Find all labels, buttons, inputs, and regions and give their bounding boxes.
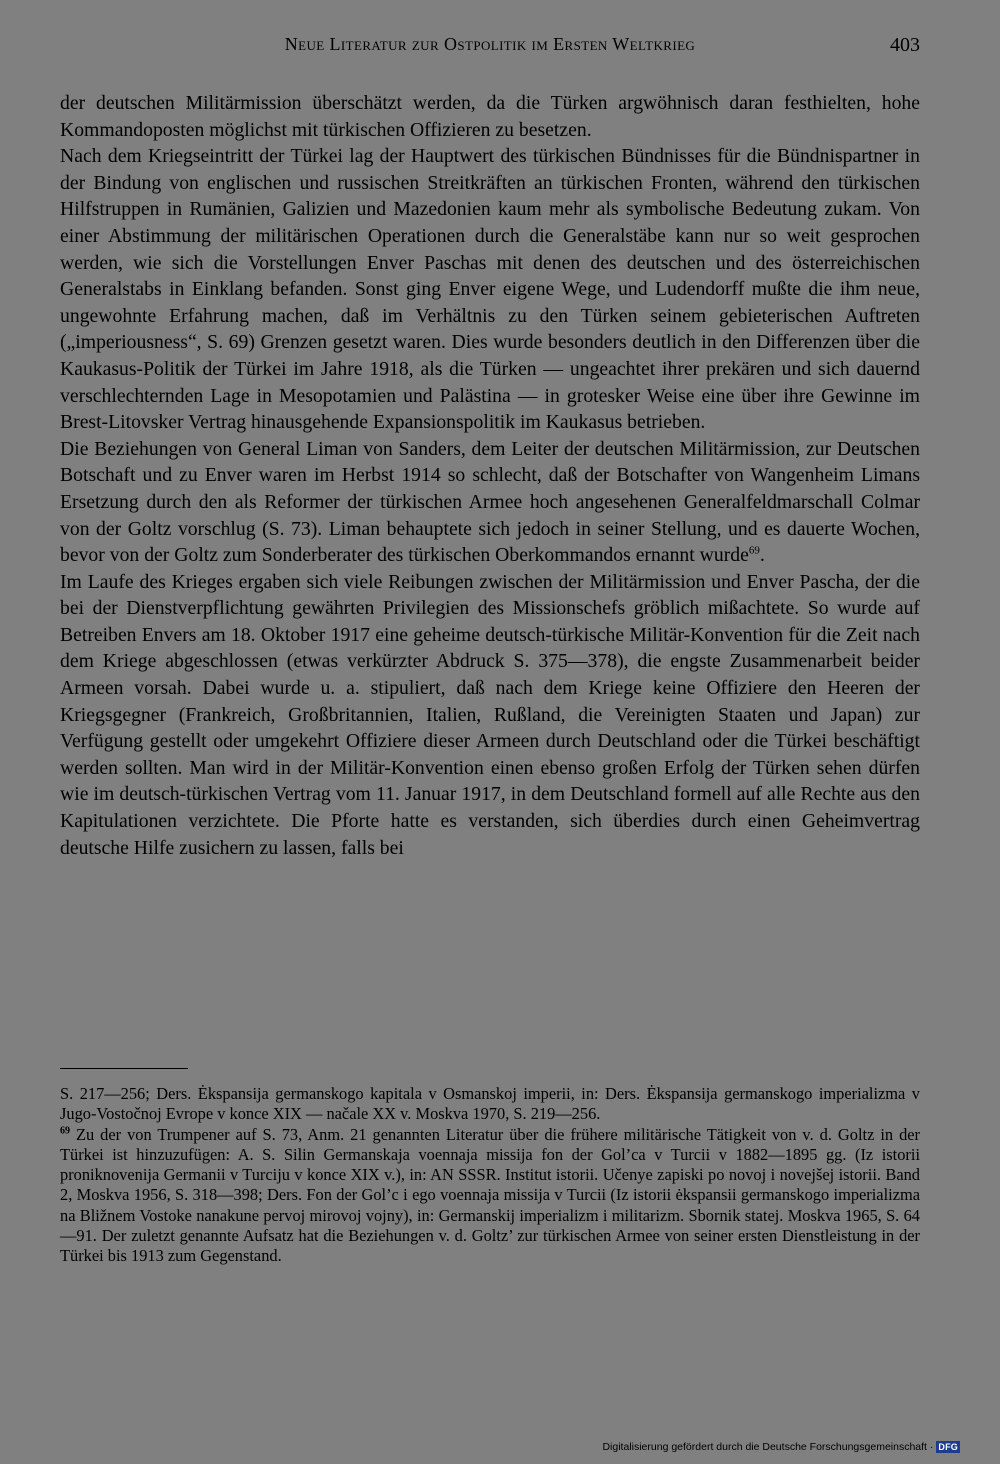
footnote-reference-69: 69 <box>748 544 760 557</box>
page-number: 403 <box>890 34 920 56</box>
credit-text: Digitalisierung gefördert durch die Deutsche Forschungsgemeinschaft · <box>602 1441 934 1453</box>
footnote-rule <box>60 1068 188 1069</box>
dfg-logo: DFG <box>938 1442 958 1452</box>
footnote-69-text: Zu der von Trumpener auf S. 73, Anm. 21 genannten Literatur über die frühere militärische Tätigkeit von v. d. Goltz in der Türkei ist hinzuzufügen: A. S. Silin Germanskaja voennaja missija fon der Gol’ca v Turcii v 1882—1895 gg. (Iz istorii proniknovenija Germanii v Turciju v konce XIX v.), in: AN SSSR. Institut istorii. Učenye zapiski po novoj i novejšej istorii. Band 2, Moskva 1956, S. 318—398; Ders. Fon der Gol’c i ego voennaja missija v Turcii (Iz istorii ėkspansii germanskogo imperializma na Bližnem Vostoke nanakune pervoj mirovoj vojny), in: Germanskij imperializm i militarizm. Sbornik statej. Moskva 1965, S. 64—91. Der zuletzt genannte Aufsatz hat die Beziehungen v. d. Goltz’ zur türkischen Armee von seiner ersten Dienstleistung in der Türkei bis 1913 zum Gegenstand. <box>60 1124 920 1266</box>
paragraph-3-text: Die Beziehungen von General Liman von Sanders, dem Leiter der deutschen Militärmission, zur Deutschen Botschaft und zu Enver waren im Herbst 1914 so schlecht, daß der Botschafter von Wangenheim Limans Ersetzung durch den als Reformer der türkischen Armee hoch angesehenen Generalfeldmarschall Colmar von der Goltz vorschlug (S. 73). Liman behauptete sich jedoch in seiner Stellung, und es dauerte Wochen, bevor von der Goltz zum Sonderberater des türkischen Oberkommandos ernannt wurde <box>60 437 920 567</box>
paragraph-4: Im Laufe des Krieges ergaben sich viele Reibungen zwischen der Militärmission und Enver Pascha, der die bei der Dienstverpflichtung gewährten Privilegien des Missionschefs gröblich mißachtete. So wurde auf Betreiben Envers am 18. Oktober 1917 eine geheime deutsch-türkische Militär-Konvention für die Zeit nach dem Kriege abgeschlossen (etwas verkürzter Abdruck S. 375—378), die engste Zusammenarbeit beider Armeen vorsah. Dabei wurde u. a. stipuliert, daß nach dem Kriege keine Offiziere den Heeren der Kriegsgegner (Frankreich, Großbritannien, Italien, Rußland, die Vereinigten Staaten und Japan) zur Verfügung gestellt oder umgekehrt Offiziere dieser Armeen durch Deutschland oder die Türkei beschäftigt werden sollten. Man wird in der Militär-Konvention einen ebenso großen Erfolg der Türken sehen dürfen wie im deutsch-türkischen Vertrag vom 11. Januar 1917, in dem Deutschland formell auf alle Rechte aus den Kapitulationen verzichtete. Die Pforte hatte es verstanden, sich überdies durch einen Geheimvertrag deutsche Hilfe zusichern zu lassen, falls bei <box>60 570 920 859</box>
digitization-credit <box>602 1441 960 1453</box>
footnotes <box>60 1084 920 1267</box>
footnote-69-mark: 69 <box>60 1125 70 1137</box>
running-head <box>60 34 920 64</box>
paragraph-3-end: . <box>759 544 765 567</box>
footnote-69 <box>60 1125 920 1267</box>
paragraph-1: der deutschen Militärmission überschätzt werden, da die Türken argwöhnisch daran festhielten, hohe Kommandoposten möglichst mit türkischen Offizieren zu besetzen. <box>60 92 920 141</box>
paragraph-2: Nach dem Kriegseintritt der Türkei lag der Hauptwert des türkischen Bündnisses für die Bündnispartner in der Bindung von englischen und russischen Streitkräften an türkischen Fronten, während den türkischen Hilfstruppen in Rumänien, Galizien und Mazedonien kaum mehr als symbolische Bedeutung zukam. Von einer Abstimmung der militärischen Operationen durch die Generalstäbe kann nur so weit gesprochen werden, wie sich die Vorstellungen Enver Paschas mit denen des deutschen und des österreichischen Generalstabs in Einklang befanden. Sonst ging Enver eigene Wege, und Ludendorff mußte die ihm neue, ungewohnte Erfahrung machen, daß im Verhältnis zu den Türken seinem gebieterischen Auftreten („imperiousness“, S. 69) Grenzen gesetzt waren. Dies wurde besonders deutlich in den Differenzen über die Kaukasus-Politik der Türkei im Jahre 1918, als die Türken — ungeachtet ihrer prekären und sich dauernd verschlechternden Lage in Mesopotamien und Palästina — in grotesker Weise eine über ihre Gewinne im Brest-Litovsker Vertrag hinausgehende Expansionspolitik im Kaukasus betrieben. <box>60 145 920 434</box>
footnote-continuation: S. 217—256; Ders. Ėkspansija germanskogo kapitala v Osmanskoj imperii, in: Ders. Ėkspansija germanskogo imperializma v Jugo-Vostočnoj Evrope v konce XIX — načale XX v. Moskva 1970, S. 219—256. <box>60 1084 920 1124</box>
running-title: Neue Literatur zur Ostpolitik im Ersten Weltkrieg <box>284 34 696 54</box>
paragraph-3 <box>60 436 920 569</box>
body-text <box>60 90 920 861</box>
